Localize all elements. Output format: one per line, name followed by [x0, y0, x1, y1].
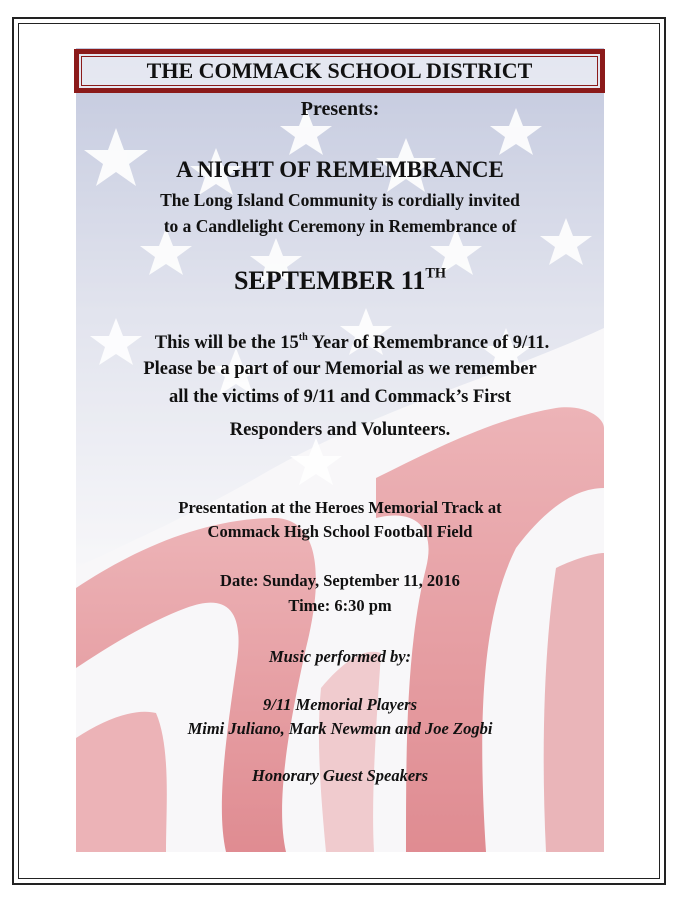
anniversary-line-2: Please be a part of our Memorial as we remember — [143, 359, 537, 379]
anniversary-line-1 — [88, 331, 616, 355]
presents-label: Presents: — [300, 98, 380, 120]
performer-names: Mimi Juliano, Mark Newman and Joe Zogbi — [187, 719, 493, 738]
anniversary-post: Year of Remembrance of 9/11. — [307, 333, 550, 353]
music-heading: Music performed by: — [268, 647, 412, 666]
anniversary-line-3: all the victims of 9/11 and Commack’s First — [168, 387, 512, 407]
event-title: A NIGHT OF REMEMBRANCE — [176, 157, 504, 182]
anniversary-line-4: Responders and Volunteers. — [229, 420, 451, 440]
date-heading — [76, 266, 604, 296]
guest-speakers: Honorary Guest Speakers — [251, 766, 428, 785]
date-heading-suffix: TH — [425, 265, 447, 282]
anniversary-pre: This will be the 15 — [154, 333, 299, 353]
anniversary-suffix: th — [298, 331, 308, 343]
event-date: Date: Sunday, September 11, 2016 — [220, 571, 460, 590]
district-title: THE COMMACK SCHOOL DISTRICT — [146, 58, 533, 83]
performer-group: 9/11 Memorial Players — [263, 695, 417, 714]
invite-line-1: The Long Island Community is cordially invited — [160, 190, 520, 210]
event-time: Time: 6:30 pm — [288, 596, 392, 615]
location-line-2: Commack High School Football Field — [207, 522, 473, 541]
invite-line-2: to a Candlelight Ceremony in Remembrance of — [163, 216, 517, 236]
district-title-box — [74, 49, 605, 93]
date-heading-main: SEPTEMBER 11 — [233, 266, 426, 295]
location-line-1: Presentation at the Heroes Memorial Track at — [178, 498, 502, 517]
